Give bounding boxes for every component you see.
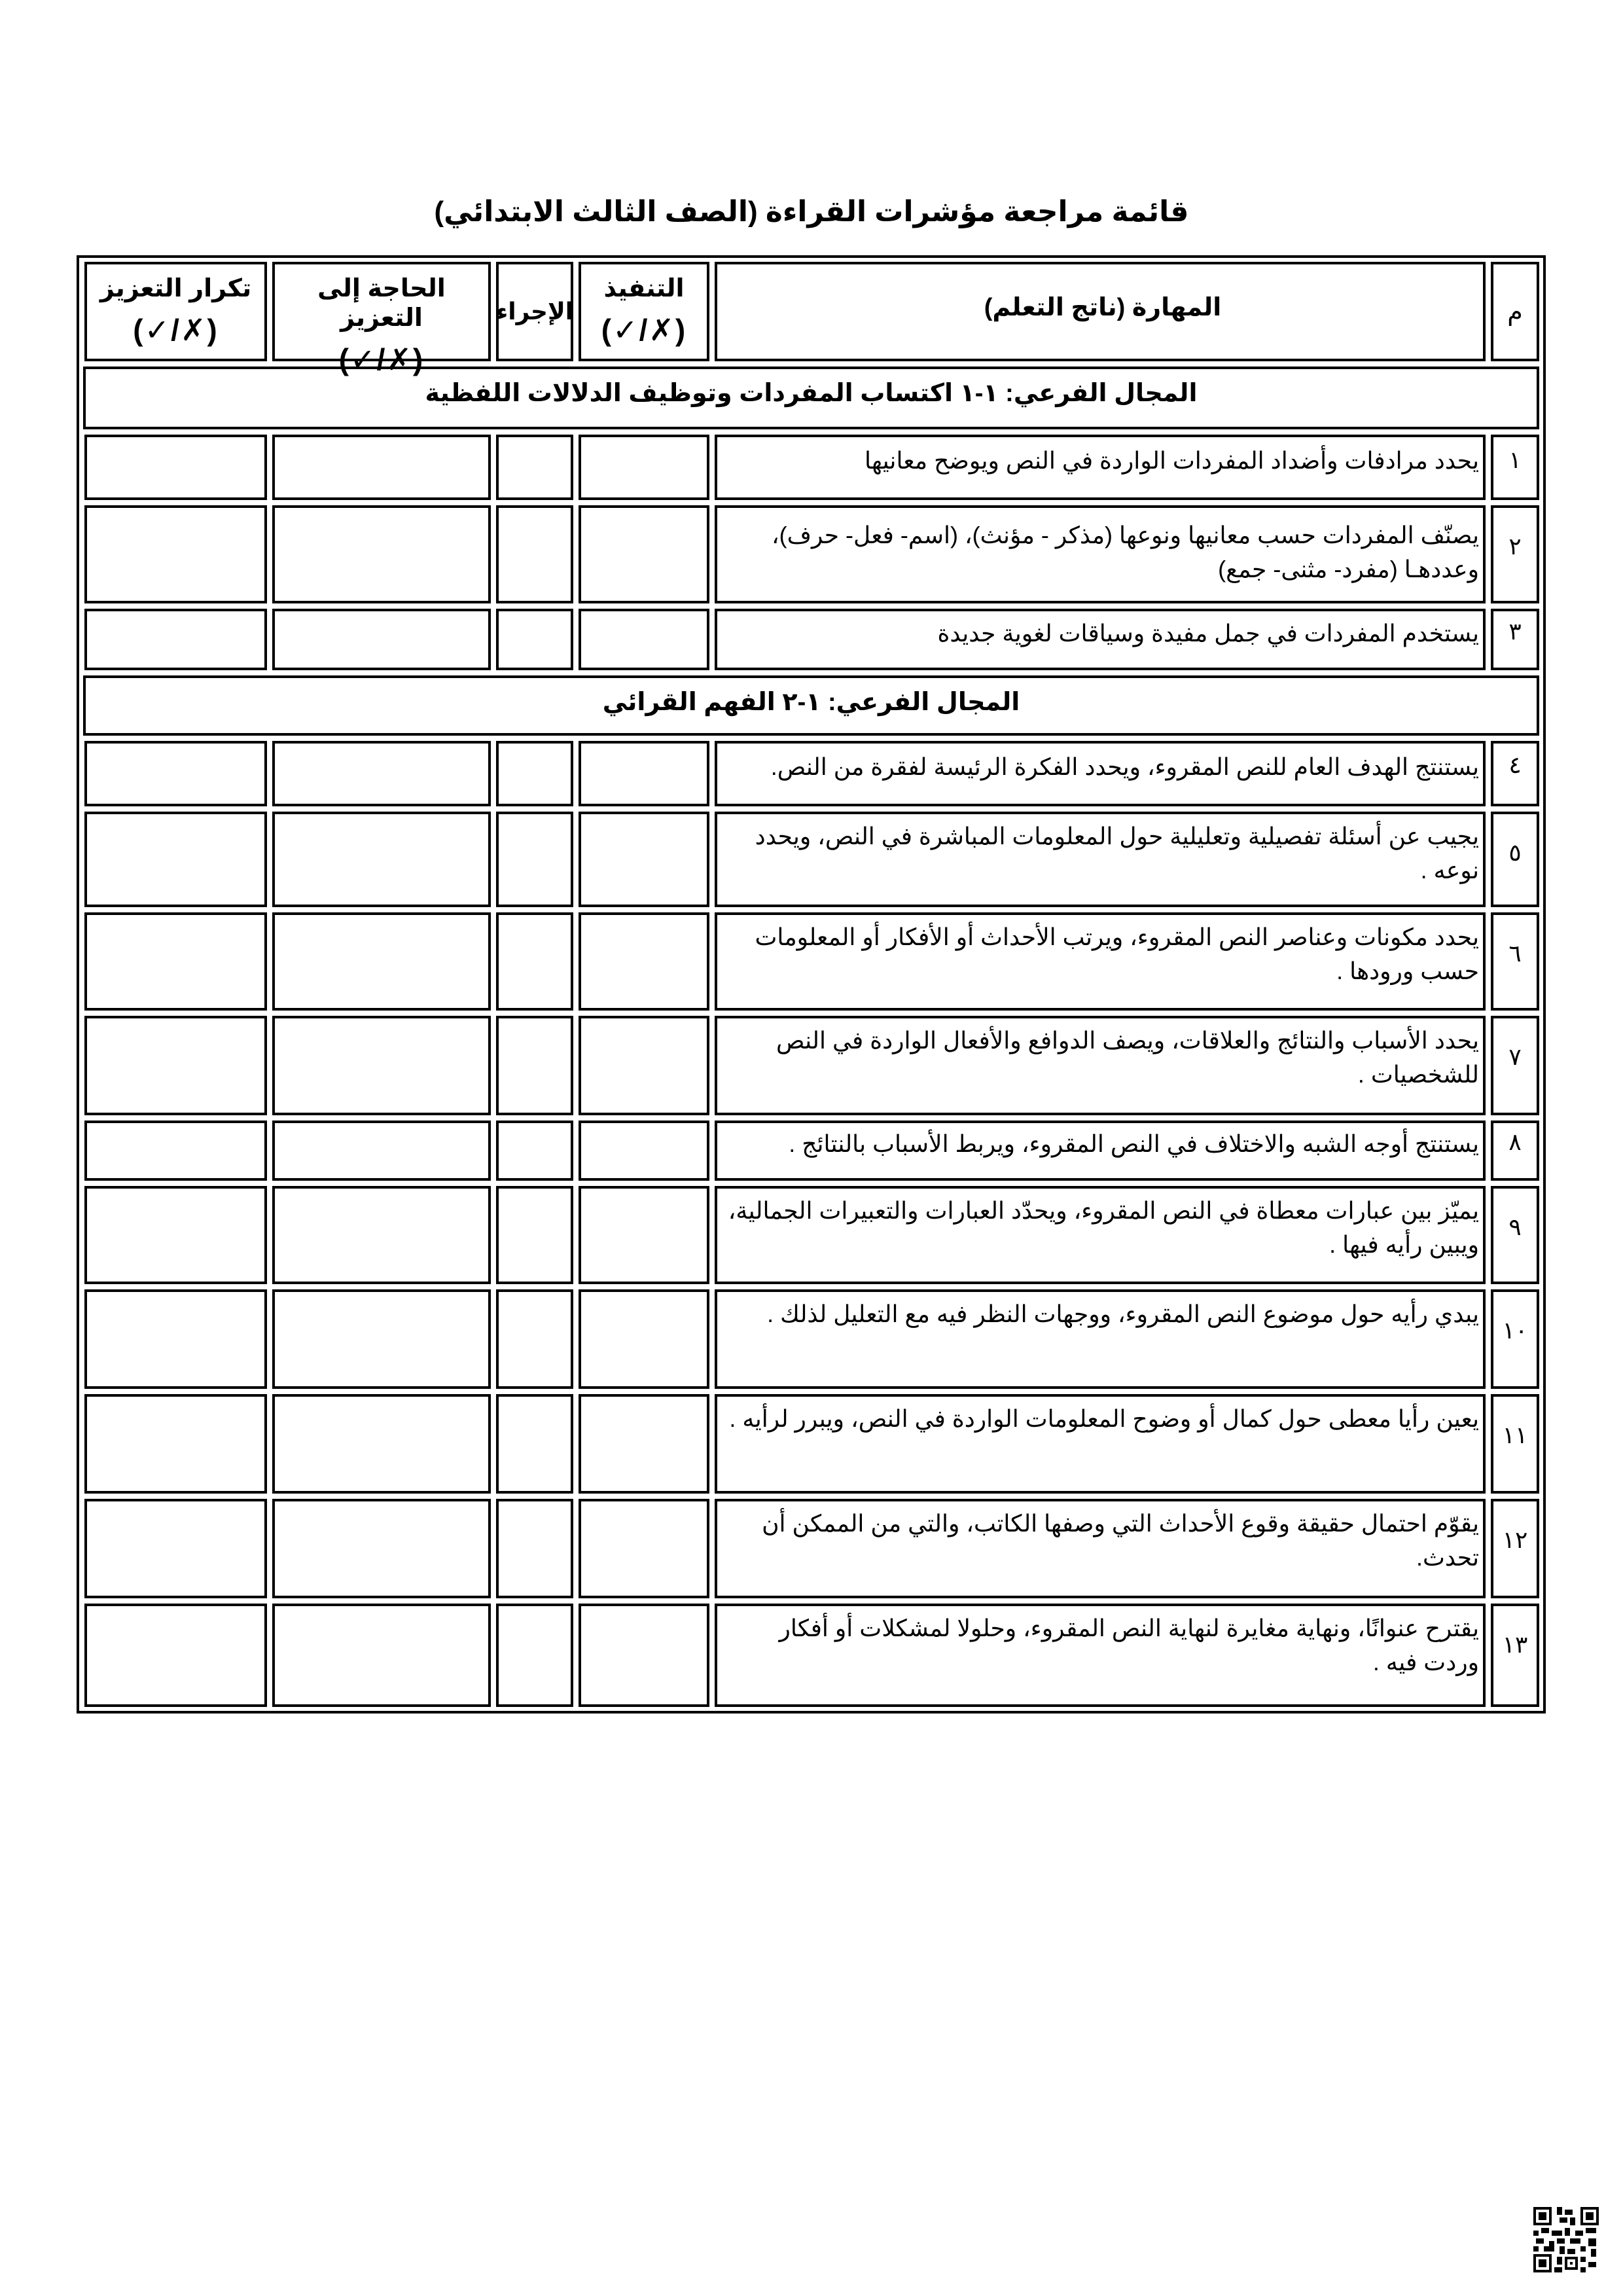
repeat-reinforcement-cell[interactable] (84, 1499, 267, 1598)
repeat-reinforcement-cell[interactable] (84, 812, 267, 907)
row-num: ٥ (1491, 812, 1539, 907)
row-skill: يحدد مكونات وعناصر النص المقروء، ويرتب الأحداث أو الأفكار أو المعلومات حسب ورودها . (715, 912, 1486, 1011)
header-execution-label: التنفيذ (603, 275, 685, 302)
procedure-cell[interactable] (496, 1499, 573, 1598)
table-row (83, 912, 1539, 1011)
row-num: ٨ (1491, 1121, 1539, 1181)
reading-checklist-table (77, 255, 1546, 1713)
procedure-cell[interactable] (496, 435, 573, 500)
page-title: قائمة مراجعة مؤشرات القراءة (الصف الثالث الابتدائي) (434, 196, 1189, 228)
repeat-reinforcement-cell[interactable] (84, 1289, 267, 1389)
check-cross-icon: (✓/✗) (601, 313, 687, 347)
table-header-row (83, 262, 1539, 376)
procedure-cell[interactable] (496, 505, 573, 603)
need-reinforcement-cell[interactable] (272, 1016, 491, 1115)
row-num: ١٠ (1491, 1289, 1539, 1389)
row-num: ١٣ (1491, 1604, 1539, 1707)
procedure-cell[interactable] (496, 1186, 573, 1284)
header-repeat-label: تكرار التعزيز (99, 275, 252, 302)
repeat-reinforcement-cell[interactable] (84, 435, 267, 500)
execution-cell[interactable] (579, 1604, 709, 1707)
row-skill: يحدد الأسباب والنتائج والعلاقات، ويصف الدوافع والأفعال الواردة في النص للشخصيات . (715, 1016, 1486, 1115)
table-row (83, 1289, 1539, 1389)
repeat-reinforcement-cell[interactable] (84, 1016, 267, 1115)
row-skill: يستنتج أوجه الشبه والاختلاف في النص المقروء، ويربط الأسباب بالنتائج . (715, 1121, 1486, 1181)
table-row (83, 435, 1539, 500)
need-reinforcement-cell[interactable] (272, 1604, 491, 1707)
repeat-reinforcement-cell[interactable] (84, 609, 267, 670)
table-row (83, 1604, 1539, 1707)
need-reinforcement-cell[interactable] (272, 1289, 491, 1389)
procedure-cell[interactable] (496, 1121, 573, 1181)
header-procedure: الإجراء (496, 262, 573, 361)
need-reinforcement-cell[interactable] (272, 435, 491, 500)
procedure-cell[interactable] (496, 1289, 573, 1389)
need-reinforcement-cell[interactable] (272, 609, 491, 670)
row-skill: يبدي رأيه حول موضوع النص المقروء، ووجهات النظر فيه مع التعليل لذلك . (715, 1289, 1486, 1389)
row-skill: يعين رأيا معطى حول كمال أو وضوح المعلومات الواردة في النص، ويبرر لرأيه . (715, 1394, 1486, 1494)
row-num: ٩ (1491, 1186, 1539, 1284)
procedure-cell[interactable] (496, 812, 573, 907)
row-skill: يصنّف المفردات حسب معانيها ونوعها (مذكر - مؤنث)، (اسم- فعل- حرف)، وعددهـا (مفرد- مثنى- جمع) (715, 505, 1486, 603)
need-reinforcement-cell[interactable] (272, 1121, 491, 1181)
table-row (83, 1186, 1539, 1284)
header-num: م (1491, 262, 1539, 361)
row-num: ١ (1491, 435, 1539, 500)
row-skill: يجيب عن أسئلة تفصيلية وتعليلية حول المعلومات المباشرة في النص، ويحدد نوعه . (715, 812, 1486, 907)
need-reinforcement-cell[interactable] (272, 1499, 491, 1598)
table-row (83, 609, 1539, 670)
repeat-reinforcement-cell[interactable] (84, 505, 267, 603)
need-reinforcement-cell[interactable] (272, 505, 491, 603)
qr-code-icon (1533, 2207, 1599, 2272)
execution-cell[interactable] (579, 1394, 709, 1494)
subdomain-heading: المجال الفرعي: ١-٢ الفهم القرائي (83, 675, 1539, 736)
execution-cell[interactable] (579, 505, 709, 603)
row-num: ٤ (1491, 741, 1539, 806)
table-row (83, 1016, 1539, 1115)
header-execution (579, 262, 709, 361)
row-num: ٦ (1491, 912, 1539, 1011)
row-num: ٧ (1491, 1016, 1539, 1115)
repeat-reinforcement-cell[interactable] (84, 1121, 267, 1181)
need-reinforcement-cell[interactable] (272, 1394, 491, 1494)
table-row (83, 1394, 1539, 1494)
repeat-reinforcement-cell[interactable] (84, 912, 267, 1011)
execution-cell[interactable] (579, 435, 709, 500)
need-reinforcement-cell[interactable] (272, 912, 491, 1011)
row-num: ٣ (1491, 609, 1539, 670)
check-cross-icon: (✓/✗) (133, 313, 219, 347)
repeat-reinforcement-cell[interactable] (84, 1604, 267, 1707)
row-skill: يميّز بين عبارات معطاة في النص المقروء، ويحدّد العبارات والتعبيرات الجمالية، ويبين رأيه فيها . (715, 1186, 1486, 1284)
row-num: ١٢ (1491, 1499, 1539, 1598)
subdomain-heading: المجال الفرعي: ١-١ اكتساب المفردات وتوظيف الدلالات اللفظية (83, 367, 1539, 429)
row-skill: يستخدم المفردات في جمل مفيدة وسياقات لغوية جديدة (715, 609, 1486, 670)
row-skill: يحدد مرادفات وأضداد المفردات الواردة في النص ويوضح معانيها (715, 435, 1486, 500)
execution-cell[interactable] (579, 1186, 709, 1284)
procedure-cell[interactable] (496, 1016, 573, 1115)
procedure-cell[interactable] (496, 912, 573, 1011)
procedure-cell[interactable] (496, 609, 573, 670)
execution-cell[interactable] (579, 1121, 709, 1181)
execution-cell[interactable] (579, 1499, 709, 1598)
row-num: ٢ (1491, 505, 1539, 603)
table-row (83, 505, 1539, 603)
need-reinforcement-cell[interactable] (272, 812, 491, 907)
execution-cell[interactable] (579, 609, 709, 670)
repeat-reinforcement-cell[interactable] (84, 1394, 267, 1494)
table-row (83, 741, 1539, 806)
execution-cell[interactable] (579, 912, 709, 1011)
row-num: ١١ (1491, 1394, 1539, 1494)
table-row (83, 812, 1539, 907)
procedure-cell[interactable] (496, 1604, 573, 1707)
procedure-cell[interactable] (496, 1394, 573, 1494)
check-cross-icon: (✓/✗) (338, 342, 425, 376)
row-skill: يقترح عنوانًا، ونهاية مغايرة لنهاية النص المقروء، وحلولا لمشكلات أو أفكار وردت فيه . (715, 1604, 1486, 1707)
header-need-reinforcement (272, 262, 491, 376)
execution-cell[interactable] (579, 812, 709, 907)
procedure-cell[interactable] (496, 741, 573, 806)
table-row (83, 1499, 1539, 1598)
execution-cell[interactable] (579, 741, 709, 806)
row-skill: يقوّم احتمال حقيقة وقوع الأحداث التي وصفها الكاتب، والتي من الممكن أن تحدث. (715, 1499, 1486, 1598)
execution-cell[interactable] (579, 1016, 709, 1115)
row-skill: يستنتج الهدف العام للنص المقروء، ويحدد الفكرة الرئيسة لفقرة من النص. (715, 741, 1486, 806)
repeat-reinforcement-cell[interactable] (84, 741, 267, 806)
execution-cell[interactable] (579, 1289, 709, 1389)
repeat-reinforcement-cell[interactable] (84, 1186, 267, 1284)
header-repeat-reinforcement (84, 262, 267, 361)
header-need-label: الحاجة إلى التعزيز (317, 275, 446, 332)
table-row (83, 1121, 1539, 1181)
need-reinforcement-cell[interactable] (272, 741, 491, 806)
header-skill: المهارة (ناتج التعلم) (715, 262, 1486, 361)
need-reinforcement-cell[interactable] (272, 1186, 491, 1284)
